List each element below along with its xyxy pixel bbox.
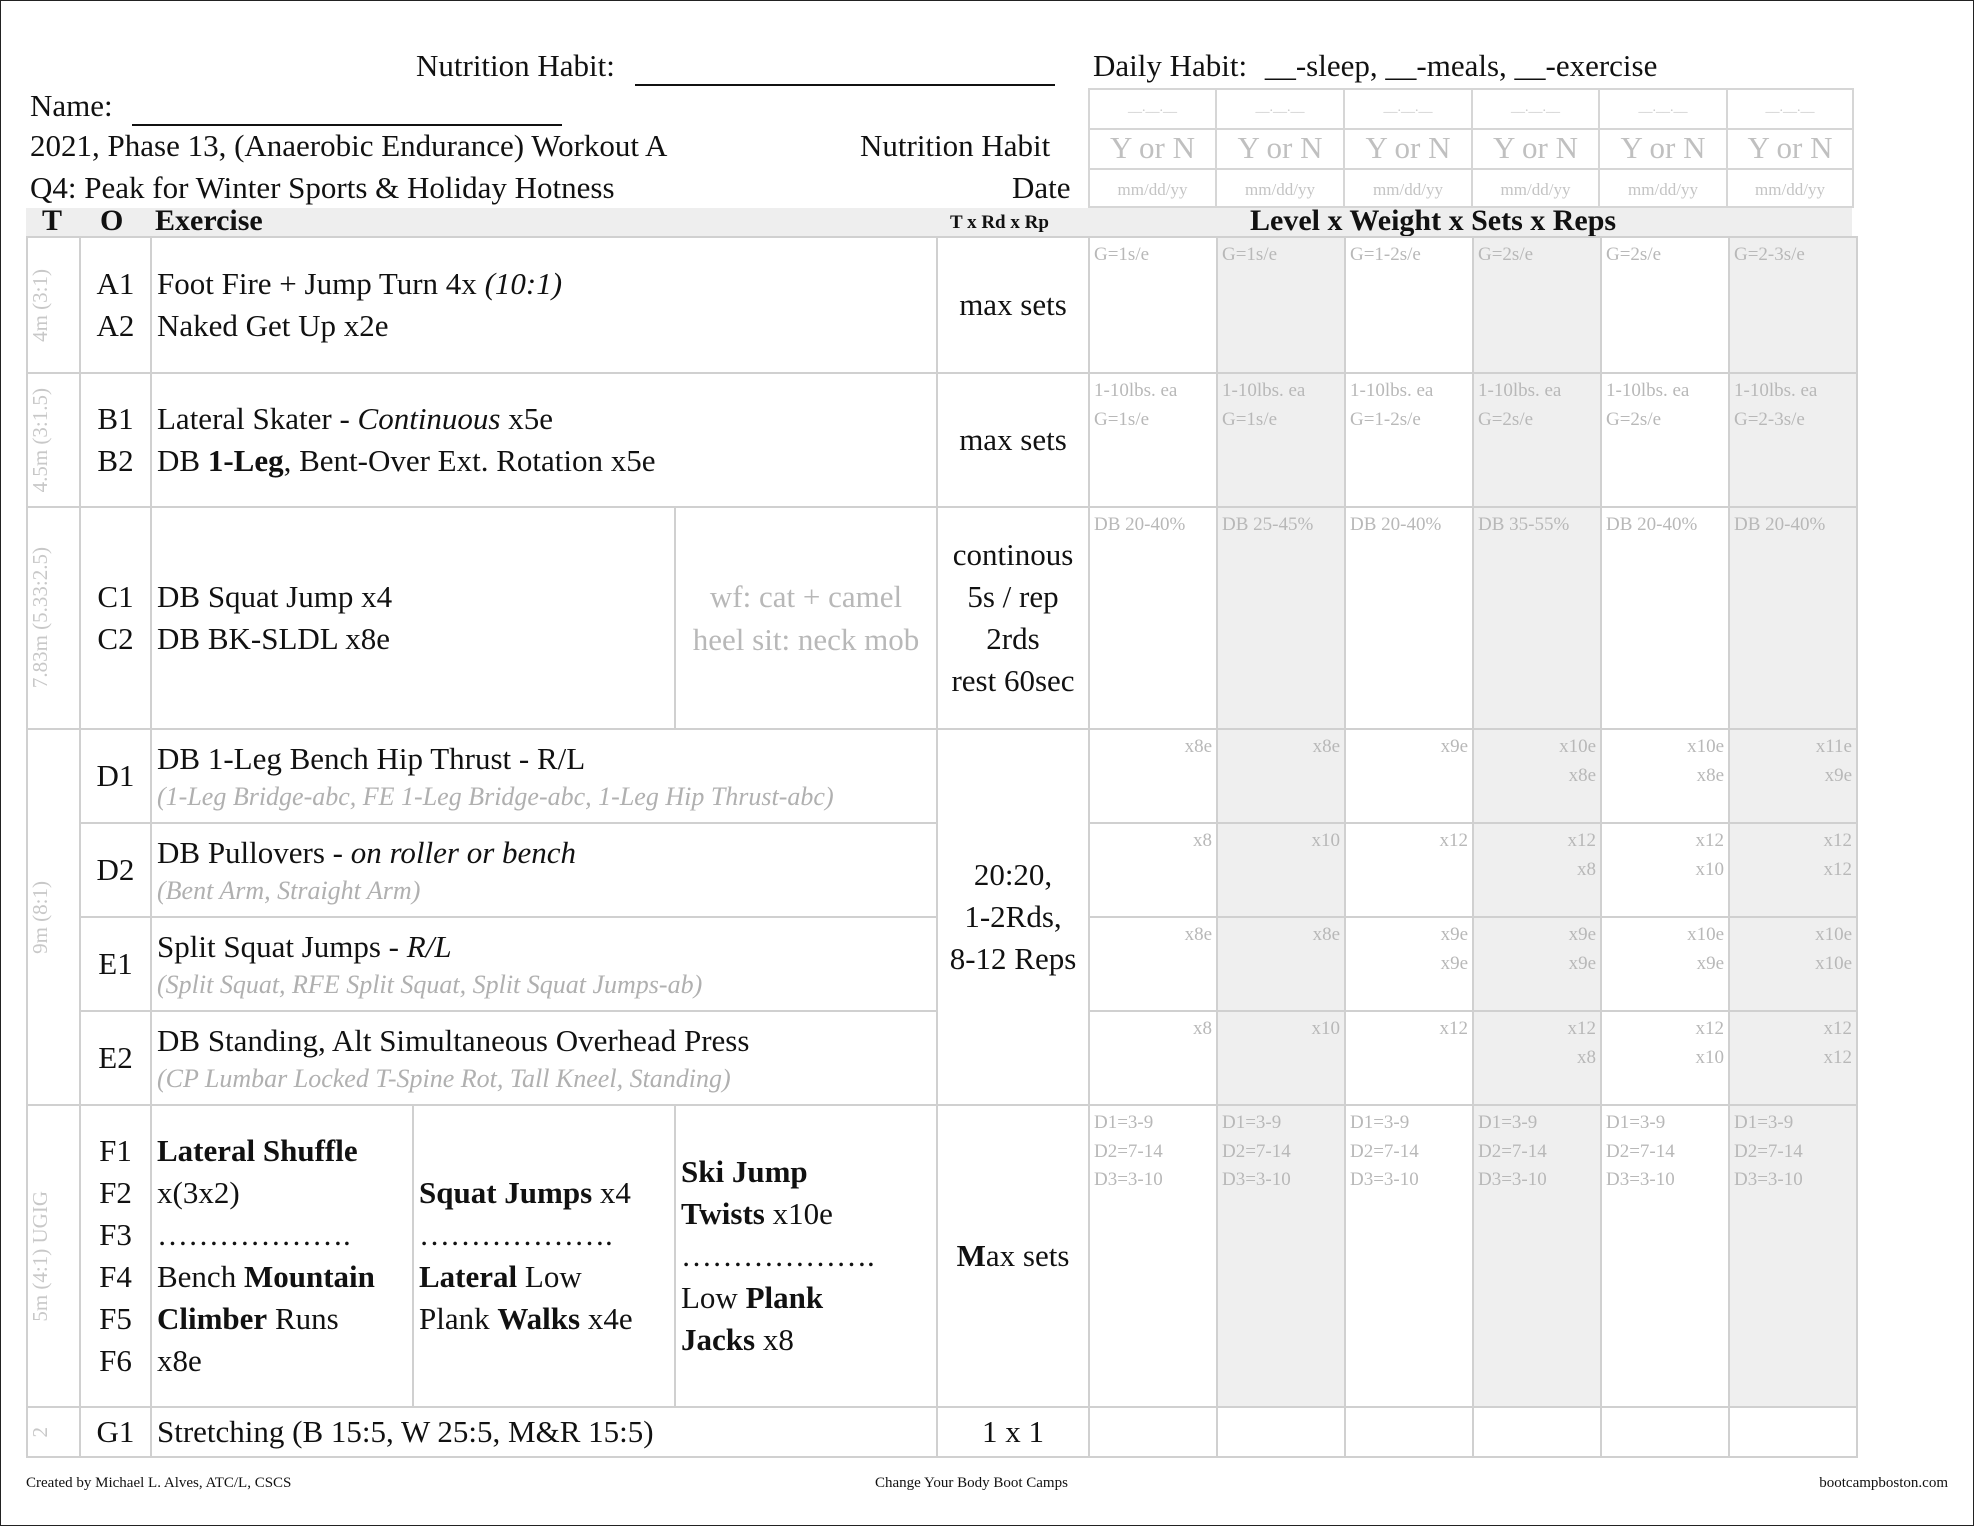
date-placeholder-2: mm/dd/yy — [1245, 180, 1315, 199]
exercise-b2-bold: 1-Leg — [207, 443, 284, 478]
lw-f-5[interactable] — [1601, 1105, 1729, 1407]
lw-e2-4-a: x12 — [1567, 1018, 1596, 1039]
workout-table — [26, 236, 1858, 1458]
lw-d1-4[interactable] — [1473, 729, 1601, 823]
lw-e1-1-a: x8e — [1184, 924, 1212, 945]
block-g-time-cell — [27, 1407, 80, 1457]
block-c-exercise — [151, 507, 675, 729]
lw-d1-2-a: x8e — [1312, 736, 1340, 757]
lw-b-5-sets: G=2s/e — [1606, 408, 1662, 430]
lw-c-3[interactable]: DB 20-40% — [1345, 507, 1473, 729]
exercise-a1 — [157, 263, 936, 305]
lw-d2-3[interactable] — [1345, 823, 1473, 917]
lw-f-6-d3: D3=3-10 — [1734, 1169, 1803, 1190]
lw-a-5[interactable]: G=2s/e — [1601, 237, 1729, 373]
order-b2: B2 — [97, 443, 134, 478]
lw-d1-1[interactable] — [1089, 729, 1217, 823]
block-g-row — [27, 1407, 1857, 1457]
exercise-e2 — [151, 1011, 937, 1105]
f-col1-line4 — [157, 1256, 412, 1298]
yn-placeholder-1: Y or N — [1110, 130, 1195, 165]
lw-f-3[interactable] — [1345, 1105, 1473, 1407]
lw-a-4[interactable]: G=2s/e — [1473, 237, 1601, 373]
f-col2-low: Low — [517, 1259, 582, 1294]
lw-f-5-d2: D2=7-14 — [1606, 1140, 1675, 1162]
lw-d2-2-a: x10 — [1311, 830, 1340, 851]
program-title: 2021, Phase 13, (Anaerobic Endurance) Workout A — [30, 128, 668, 163]
lw-f-6-d1: D1=3-9 — [1734, 1112, 1794, 1133]
lw-f-1-d1: D1=3-9 — [1094, 1112, 1154, 1133]
lw-d1-6-a: x11e — [1815, 736, 1852, 757]
lw-e2-3[interactable] — [1345, 1011, 1473, 1105]
lw-d1-5[interactable] — [1601, 729, 1729, 823]
habit-placeholder-2: __.__.__ — [1255, 100, 1305, 115]
block-c-trd-1: continous — [952, 537, 1074, 573]
lw-f-4[interactable] — [1473, 1105, 1601, 1407]
block-c-warmup — [675, 507, 937, 729]
f-col3-low: Low — [681, 1279, 746, 1315]
lw-b-4[interactable] — [1473, 373, 1601, 507]
footer-website[interactable]: bootcampboston.com — [1819, 1475, 1948, 1491]
exercise-d2-title: DB Pullovers - — [157, 834, 351, 870]
block-b-time: 4.5m (3:1.5) — [28, 387, 52, 493]
lw-b-2[interactable] — [1217, 373, 1345, 507]
lw-e2-3-a: x12 — [1439, 1018, 1468, 1039]
lw-c-4[interactable]: DB 35-55% — [1473, 507, 1601, 729]
date-placeholder-5: mm/dd/yy — [1628, 180, 1698, 199]
lw-f-2[interactable] — [1217, 1105, 1345, 1407]
lw-e2-2[interactable] — [1217, 1011, 1345, 1105]
lw-b-6-sets: G=2-3s/e — [1734, 408, 1805, 430]
nutrition-habit-row-label: Nutrition Habit — [860, 128, 1051, 163]
f-col2-walks: Walks — [497, 1300, 581, 1336]
exercise-d2 — [151, 823, 937, 917]
exercise-b1 — [157, 398, 936, 440]
f-col1-runs: Runs — [267, 1300, 339, 1336]
block-f-col1 — [151, 1105, 413, 1407]
exercise-g1: Stretching (B 15:5, W 25:5, M&R 15:5) — [151, 1407, 937, 1457]
lw-e2-5-a: x12 — [1695, 1018, 1724, 1039]
block-a-time: 4m (3:1) — [28, 268, 52, 342]
exercise-e1-title-wrap — [157, 926, 936, 968]
lw-e1-2-a: x8e — [1312, 924, 1340, 945]
col-header-trdrp: T x Rd x Rp — [950, 212, 1049, 233]
date-placeholder-4: mm/dd/yy — [1500, 180, 1571, 199]
lw-d2-5-b: x10 — [1695, 858, 1724, 880]
date-row-label: Date — [1012, 170, 1071, 205]
lw-e2-1[interactable] — [1089, 1011, 1217, 1105]
block-b-orders — [80, 373, 151, 507]
lw-d1-1-a: x8e — [1184, 736, 1212, 757]
lw-e1-4-a: x9e — [1568, 924, 1596, 945]
f-col2-walks-reps: x4e — [580, 1300, 633, 1336]
lw-d2-6-b: x12 — [1823, 858, 1852, 880]
tracker-divider-2 — [1088, 168, 1854, 170]
lw-f-5-d3: D3=3-10 — [1606, 1169, 1675, 1190]
yn-placeholder-6: Y or N — [1747, 130, 1833, 165]
lw-a-1[interactable]: G=1s/e — [1089, 237, 1217, 373]
lw-f-4-d3: D3=3-10 — [1478, 1169, 1547, 1190]
lw-e2-6-a: x12 — [1823, 1018, 1852, 1039]
name-field — [30, 88, 562, 126]
lw-d1-4-a: x10e — [1559, 736, 1596, 757]
f-col2-line4 — [419, 1298, 674, 1340]
lw-f-1-d2: D2=7-14 — [1094, 1140, 1163, 1162]
name-line[interactable] — [132, 88, 562, 126]
lw-d2-6-a: x12 — [1823, 830, 1852, 851]
order-f3: F3 — [99, 1217, 132, 1253]
f-col1-line5 — [157, 1298, 412, 1340]
order-a1: A1 — [96, 266, 135, 302]
block-c-trd-3: 2rds — [986, 621, 1040, 656]
exercise-b2-text: , Bent-Over Ext. Rotation x5e — [283, 443, 656, 478]
lw-d2-4-a: x12 — [1567, 830, 1596, 851]
lw-f-3-d1: D1=3-9 — [1350, 1112, 1410, 1133]
f-col1-line2: x(3x2) — [157, 1175, 240, 1211]
lw-e1-3-a: x9e — [1440, 924, 1468, 945]
f-col1-dots: ………………. — [157, 1217, 351, 1253]
lw-e1-5-b: x9e — [1696, 952, 1724, 974]
block-a-trd: max sets — [937, 237, 1089, 373]
lw-b-4-weight: 1-10lbs. ea — [1478, 380, 1562, 401]
date-placeholder-1: mm/dd/yy — [1117, 180, 1188, 199]
lw-b-3-weight: 1-10lbs. ea — [1350, 380, 1434, 401]
lw-c-2[interactable]: DB 25-45% — [1217, 507, 1345, 729]
block-g-trd: 1 x 1 — [937, 1407, 1089, 1457]
lw-e2-5-b: x10 — [1695, 1046, 1724, 1068]
lw-d1-4-b: x8e — [1568, 764, 1596, 786]
lw-b-5[interactable] — [1601, 373, 1729, 507]
order-g1: G1 — [80, 1407, 151, 1457]
name-label: Name: — [30, 88, 113, 123]
exercise-c1: DB Squat Jump x4 — [157, 579, 393, 615]
lw-b-2-sets: G=1s/e — [1222, 408, 1278, 430]
f-col3-jacks-reps: x8 — [755, 1321, 794, 1357]
lw-b-1-weight: 1-10lbs. ea — [1094, 380, 1178, 401]
lw-d1-3[interactable] — [1345, 729, 1473, 823]
block-c-trd — [937, 507, 1089, 729]
nutrition-habit-label: Nutrition Habit: — [416, 48, 615, 83]
nutrition-habit-header — [416, 48, 1055, 86]
exercise-e2-progression: (CP Lumbar Locked T-Spine Rot, Tall Kneel, Standing) — [157, 1064, 731, 1094]
lw-e2-6[interactable] — [1729, 1011, 1857, 1105]
lw-c-6[interactable]: DB 20-40% — [1729, 507, 1857, 729]
order-f2: F2 — [99, 1175, 132, 1211]
order-f5: F5 — [99, 1300, 132, 1336]
exercise-e2-title: DB Standing, Alt Simultaneous Overhead Press — [157, 1022, 750, 1058]
block-de-trd-2: 1-2Rds, — [964, 899, 1062, 935]
exercise-a1-text: Foot Fire + Jump Turn 4x — [157, 266, 485, 302]
daily-habit-label: Daily Habit: — [1093, 48, 1248, 83]
exercise-e1-progression: (Split Squat, RFE Split Squat, Split Squat Jumps-ab) — [157, 970, 703, 1000]
habit-placeholder-5: __.__.__ — [1638, 100, 1688, 115]
order-c2: C2 — [97, 621, 134, 656]
lw-e1-6-a: x10e — [1815, 924, 1852, 945]
lw-e2-4-b: x8 — [1577, 1046, 1596, 1068]
order-a2: A2 — [96, 308, 135, 343]
footer-brand: Change Your Body Boot Camps — [875, 1475, 1068, 1491]
lw-d1-5-b: x8e — [1696, 764, 1724, 786]
lw-d2-1[interactable] — [1089, 823, 1217, 917]
lw-d2-3-a: x12 — [1439, 830, 1468, 851]
lw-e1-3[interactable] — [1345, 917, 1473, 1011]
block-c-time: 7.83m (5.33:2.5) — [28, 547, 52, 689]
exercise-d2-progression: (Bent Arm, Straight Arm) — [157, 876, 421, 906]
block-a-row — [27, 237, 1857, 373]
habit-placeholder-4: __.__.__ — [1511, 100, 1560, 115]
lw-d1-5-a: x10e — [1687, 736, 1724, 757]
f-col1-bench: Bench — [157, 1259, 244, 1294]
block-de-time: 9m (8:1) — [28, 880, 52, 954]
block-f-trd-rest: ax sets — [985, 1238, 1070, 1274]
lw-f-3-d3: D3=3-10 — [1350, 1169, 1419, 1190]
order-e1: E1 — [80, 917, 151, 1011]
f-col3-line2 — [681, 1193, 936, 1235]
order-e2: E2 — [80, 1011, 151, 1105]
block-b-row — [27, 373, 1857, 507]
f-col3-line4 — [681, 1277, 936, 1319]
block-c-orders — [80, 507, 151, 729]
exercise-d1 — [151, 729, 937, 823]
lw-d2-4[interactable] — [1473, 823, 1601, 917]
lw-d2-2[interactable] — [1217, 823, 1345, 917]
lw-a-3[interactable]: G=1-2s/e — [1345, 237, 1473, 373]
lw-b-6-weight: 1-10lbs. ea — [1734, 380, 1818, 401]
date-placeholder-3: mm/dd/yy — [1373, 180, 1443, 199]
block-f-trd-m: M — [956, 1238, 986, 1274]
footer-credit: Created by Michael L. Alves, ATC/L, CSCS — [26, 1475, 292, 1491]
order-c1: C1 — [97, 579, 134, 615]
lw-d1-6-b: x9e — [1824, 764, 1852, 786]
lw-a-2[interactable]: G=1s/e — [1217, 237, 1345, 373]
lw-f-3-d2: D2=7-14 — [1350, 1140, 1419, 1162]
yn-placeholder-3: Y or N — [1365, 130, 1451, 165]
block-de-trd-3: 8-12 Reps — [949, 940, 1077, 976]
lw-f-2-d3: D3=3-10 — [1222, 1169, 1291, 1190]
block-f-time: 5m (4:1) UGIG — [28, 1190, 52, 1322]
f-col3-twists: Twists — [681, 1196, 765, 1232]
block-de-time-cell — [27, 729, 80, 1105]
exercise-e1 — [151, 917, 937, 1011]
warmup-line-1: wf: cat + camel — [709, 578, 903, 614]
block-b-time-cell — [27, 373, 80, 507]
exercise-b2-prefix: DB — [157, 443, 208, 478]
order-b1: B1 — [97, 401, 134, 437]
lw-f-6[interactable] — [1729, 1105, 1857, 1407]
lw-e1-6-b: x10e — [1815, 952, 1852, 974]
f-col1-line1 — [157, 1130, 412, 1172]
lw-f-6-d2: D2=7-14 — [1734, 1140, 1803, 1162]
lw-d2-4-b: x8 — [1577, 858, 1596, 880]
lw-e1-4-b: x9e — [1568, 952, 1596, 974]
lw-e2-4[interactable] — [1473, 1011, 1601, 1105]
lw-e1-5-a: x10e — [1687, 924, 1724, 945]
f-col3-line5 — [681, 1319, 936, 1361]
lw-a-6[interactable]: G=2-3s/e — [1729, 237, 1857, 373]
lw-e2-2-a: x10 — [1311, 1018, 1340, 1039]
lw-b-2-weight: 1-10lbs. ea — [1222, 380, 1306, 401]
block-c-trd-4: rest 60sec — [951, 662, 1075, 698]
exercise-c2: DB BK-SLDL x8e — [157, 621, 391, 656]
exercise-d2-title-wrap — [157, 832, 936, 874]
lw-e1-3-b: x9e — [1440, 952, 1468, 974]
yn-placeholder-5: Y or N — [1620, 130, 1706, 165]
lw-f-1-d3: D3=3-10 — [1094, 1169, 1163, 1190]
lw-d1-6[interactable] — [1729, 729, 1857, 823]
f-col3-dots: ………………. — [681, 1238, 875, 1274]
order-d2: D2 — [80, 823, 151, 917]
f-col3-twists-reps: x10e — [764, 1196, 833, 1232]
quarter-goal: Q4: Peak for Winter Sports & Holiday Hotness — [30, 170, 615, 205]
col-header-exercise: Exercise — [155, 204, 263, 237]
block-f-row — [27, 1105, 1857, 1407]
exercise-b1-reps: x5e — [500, 401, 554, 437]
order-f1: F1 — [99, 1133, 132, 1169]
lw-b-3[interactable] — [1345, 373, 1473, 507]
lw-d2-6[interactable] — [1729, 823, 1857, 917]
lw-b-1-sets: G=1s/e — [1094, 408, 1150, 430]
col-header-lwsr: Level x Weight x Sets x Reps — [1250, 204, 1617, 237]
lw-d2-5-a: x12 — [1695, 830, 1724, 851]
block-b-trd: max sets — [937, 373, 1089, 507]
lw-c-5[interactable]: DB 20-40% — [1601, 507, 1729, 729]
lw-e1-6[interactable] — [1729, 917, 1857, 1011]
habit-placeholder-6: __.__.__ — [1765, 100, 1815, 115]
exercise-d2-note: on roller or bench — [350, 834, 577, 870]
lw-f-4-d2: D2=7-14 — [1478, 1140, 1547, 1162]
block-b-exercise — [151, 373, 937, 507]
f-col1-climber: Climber — [157, 1300, 268, 1336]
exercise-e1-note: R/L — [406, 928, 452, 964]
lw-e1-4[interactable] — [1473, 917, 1601, 1011]
lw-b-6[interactable] — [1729, 373, 1857, 507]
f-col2-dots: ………………. — [419, 1217, 613, 1253]
exercise-a2: Naked Get Up x2e — [157, 308, 389, 343]
row-d1 — [27, 729, 1857, 823]
exercise-b1-italic: Continuous — [357, 401, 501, 437]
col-header-t: T — [42, 204, 63, 237]
exercise-e1-title: Split Squat Jumps - — [157, 928, 407, 964]
lw-e2-1-a: x8 — [1193, 1018, 1212, 1039]
lw-e1-5[interactable] — [1601, 917, 1729, 1011]
order-f4: F4 — [99, 1259, 132, 1294]
lw-e1-2[interactable] — [1217, 917, 1345, 1011]
block-de-trd-1: 20:20, — [973, 857, 1053, 893]
yn-placeholder-4: Y or N — [1493, 130, 1578, 165]
exercise-d1-title: DB 1-Leg Bench Hip Thrust - R/L — [157, 740, 586, 776]
block-a-orders — [80, 237, 151, 373]
lw-b-5-weight: 1-10lbs. ea — [1606, 380, 1690, 401]
habit-placeholder-3: __.__.__ — [1383, 100, 1433, 115]
block-c-time-cell — [27, 507, 80, 729]
lw-b-3-sets: G=1-2s/e — [1350, 408, 1421, 430]
lw-d2-1-a: x8 — [1193, 830, 1212, 851]
lw-g-2[interactable] — [1217, 1407, 1345, 1457]
lw-f-1[interactable] — [1089, 1105, 1217, 1407]
f-col2-plank: Plank — [419, 1300, 498, 1336]
exercise-b1-text: Lateral Skater - — [157, 401, 358, 437]
lw-e2-5[interactable] — [1601, 1011, 1729, 1105]
block-g-time: 2 — [28, 1426, 52, 1438]
block-f-trd — [937, 1105, 1089, 1407]
f-col3-ski-jump: Ski Jump — [681, 1154, 808, 1190]
block-f-orders — [80, 1105, 151, 1407]
block-c-row — [27, 507, 1857, 729]
block-f-col3 — [675, 1105, 937, 1407]
lw-f-5-d1: D1=3-9 — [1606, 1112, 1666, 1133]
f-col1-lateral-shuffle: Lateral Shuffle — [157, 1133, 358, 1169]
lw-e1-1[interactable] — [1089, 917, 1217, 1011]
warmup-line-2: heel sit: neck mob — [692, 622, 920, 657]
block-f-time-cell — [27, 1105, 80, 1407]
lw-f-4-d1: D1=3-9 — [1478, 1112, 1538, 1133]
block-de-trd — [937, 729, 1089, 1105]
f-col3-plank: Plank — [745, 1279, 824, 1315]
lw-e2-6-b: x12 — [1823, 1046, 1852, 1068]
lw-g-3[interactable] — [1345, 1407, 1473, 1457]
lw-f-2-d2: D2=7-14 — [1222, 1140, 1291, 1162]
exercise-a1-ratio: (10:1) — [484, 266, 563, 302]
lw-f-2-d1: D1=3-9 — [1222, 1112, 1282, 1133]
f-col2-squat-jumps: Squat Jumps — [419, 1175, 593, 1211]
f-col3-line1 — [681, 1151, 936, 1193]
block-a-time-cell — [27, 237, 80, 373]
f-col2-line3 — [419, 1256, 674, 1298]
nutrition-habit-line[interactable] — [635, 48, 1055, 86]
lw-d1-3-a: x9e — [1440, 736, 1468, 757]
exercise-b2 — [157, 440, 936, 482]
lw-b-1[interactable] — [1089, 373, 1217, 507]
order-d1: D1 — [80, 729, 151, 823]
exercise-d1-progression: (1-Leg Bridge-abc, FE 1-Leg Bridge-abc, 1-Leg Hip Thrust-abc) — [157, 782, 834, 812]
date-placeholder-6: mm/dd/yy — [1755, 180, 1825, 199]
yn-placeholder-2: Y or N — [1237, 130, 1323, 165]
daily-habit-items: __-sleep, __-meals, __-exercise — [1264, 48, 1658, 83]
order-f6: F6 — [99, 1342, 132, 1378]
col-header-o: O — [100, 204, 124, 237]
block-a-exercise — [151, 237, 937, 373]
f-col2-line1 — [419, 1172, 674, 1214]
lw-g-5[interactable] — [1601, 1407, 1729, 1457]
block-c-trd-2: 5s / rep — [967, 579, 1059, 615]
lw-d1-2[interactable] — [1217, 729, 1345, 823]
lw-g-1[interactable] — [1089, 1407, 1217, 1457]
f-col1-line6: x8e — [157, 1342, 202, 1378]
lw-b-4-sets: G=2s/e — [1478, 408, 1534, 430]
lw-g-4[interactable] — [1473, 1407, 1601, 1457]
block-f-col2 — [413, 1105, 675, 1407]
f-col2-lateral: Lateral — [419, 1259, 518, 1294]
daily-habit-header — [1093, 48, 1657, 84]
lw-c-1[interactable]: DB 20-40% — [1089, 507, 1217, 729]
f-col3-jacks: Jacks — [681, 1321, 756, 1357]
f-col1-mountain: Mountain — [243, 1259, 375, 1294]
lw-d2-5[interactable] — [1601, 823, 1729, 917]
f-col2-reps: x4 — [592, 1175, 631, 1211]
lw-g-6[interactable] — [1729, 1407, 1857, 1457]
habit-placeholder-1: __.__.__ — [1128, 100, 1177, 115]
